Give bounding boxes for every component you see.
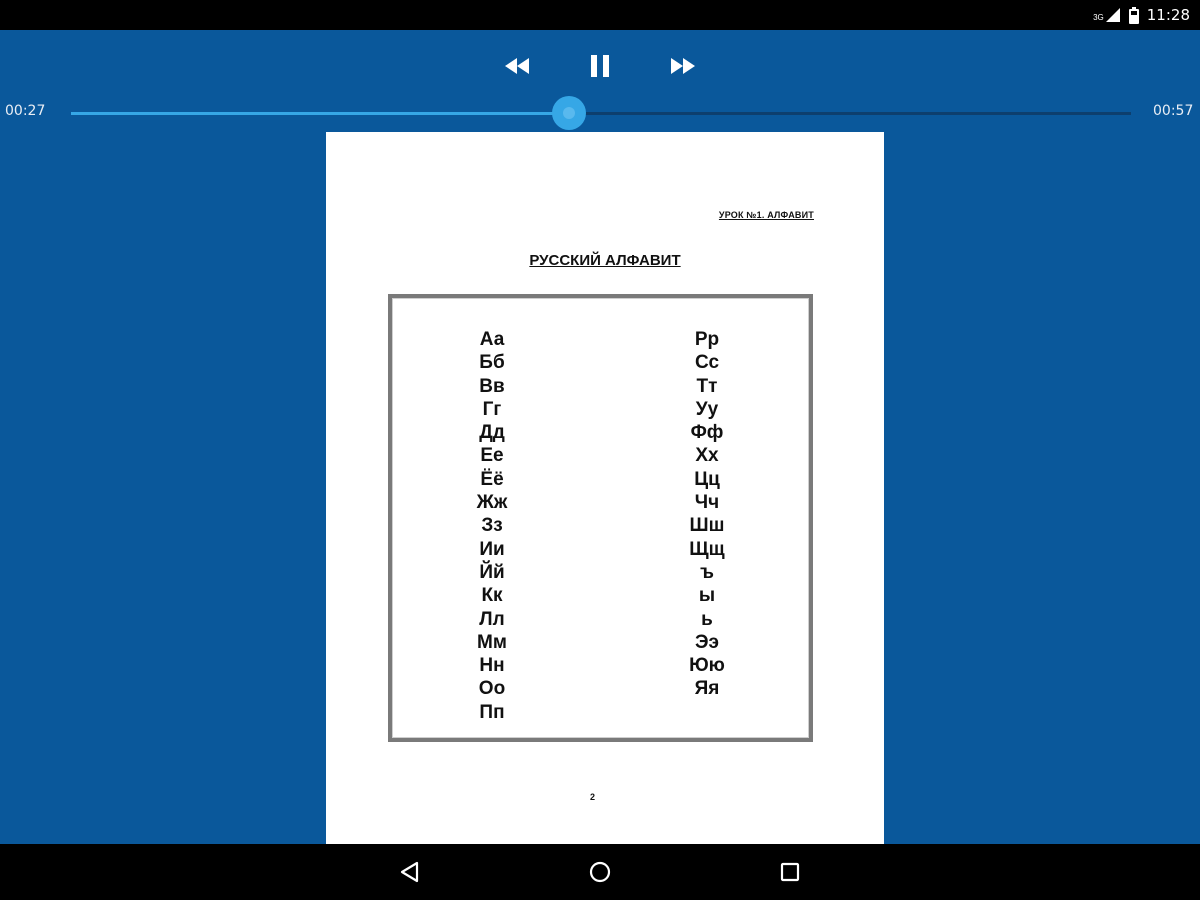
alphabet-letter: Ёё xyxy=(480,468,504,490)
rewind-button[interactable] xyxy=(495,48,539,84)
recents-button[interactable] xyxy=(770,852,810,892)
alphabet-letter: Бб xyxy=(479,352,505,374)
alphabet-letter: Юю xyxy=(689,655,725,677)
document-page xyxy=(326,132,884,844)
alphabet-left-column xyxy=(442,328,542,724)
alphabet-letter: Кк xyxy=(481,585,503,607)
alphabet-table xyxy=(388,294,813,742)
alphabet-letter: Зз xyxy=(481,515,503,537)
audio-player xyxy=(0,30,1200,134)
playback-controls xyxy=(0,48,1200,84)
alphabet-letter: Уу xyxy=(695,398,719,420)
alphabet-letter: Тт xyxy=(696,375,718,397)
back-button[interactable] xyxy=(390,852,430,892)
alphabet-letter: Дд xyxy=(479,422,505,444)
status-clock: 11:28 xyxy=(1146,6,1190,24)
alphabet-letter: Аа xyxy=(479,329,505,350)
alphabet-letter: Нн xyxy=(479,655,505,677)
alphabet-letter: Шш xyxy=(689,515,725,537)
alphabet-letter: Пп xyxy=(479,701,505,723)
document-title: РУССКИЙ АЛФАВИТ xyxy=(529,252,681,269)
total-duration: 00:57 xyxy=(1153,103,1194,119)
alphabet-letter: Ээ xyxy=(694,631,719,653)
home-icon xyxy=(588,860,612,884)
alphabet-letter: Цц xyxy=(694,468,720,490)
alphabet-letter: Щщ xyxy=(689,538,725,560)
alphabet-letter: Чч xyxy=(694,492,720,514)
alphabet-letter: Фф xyxy=(690,422,724,444)
fast-forward-icon xyxy=(669,57,697,75)
alphabet-letter: Вв xyxy=(479,375,505,397)
battery-icon xyxy=(1129,7,1139,24)
fast-forward-button[interactable] xyxy=(661,48,705,84)
alphabet-letter: Сс xyxy=(694,352,720,374)
network-type-label: 3G xyxy=(1093,13,1104,22)
alphabet-letter: Гг xyxy=(482,398,502,420)
alphabet-letter: Йй xyxy=(479,561,505,583)
rewind-icon xyxy=(503,57,531,75)
lesson-header: УРОК №1. АЛФАВИТ xyxy=(718,210,814,220)
seek-bar[interactable] xyxy=(71,112,1131,115)
alphabet-letter: Лл xyxy=(479,608,505,630)
pause-button[interactable] xyxy=(578,48,622,84)
page-number: 2 xyxy=(590,792,596,802)
alphabet-letter: Жж xyxy=(476,492,508,514)
alphabet-right-column xyxy=(657,328,757,701)
network-indicator xyxy=(1093,7,1121,23)
pause-icon xyxy=(589,54,611,78)
alphabet-letter: Мм xyxy=(477,631,507,653)
alphabet-letter: Яя xyxy=(694,678,720,700)
seek-bar-thumb[interactable] xyxy=(552,96,586,130)
alphabet-letter: ъ xyxy=(700,561,714,583)
recents-icon xyxy=(779,861,801,883)
seek-thumb-core xyxy=(563,107,575,119)
alphabet-letter: Оо xyxy=(478,678,506,700)
battery-indicator xyxy=(1129,7,1139,24)
navigation-bar xyxy=(0,844,1200,900)
alphabet-letter: Хх xyxy=(695,445,719,467)
alphabet-letter: Рр xyxy=(694,329,720,350)
alphabet-letter: ь xyxy=(701,608,713,630)
alphabet-letter: ы xyxy=(698,585,716,607)
alphabet-letter: Ее xyxy=(480,445,504,467)
signal-icon xyxy=(1105,7,1121,23)
back-icon xyxy=(399,861,421,883)
home-button[interactable] xyxy=(580,852,620,892)
seek-bar-progress xyxy=(71,112,569,115)
alphabet-letter: Ии xyxy=(479,538,505,560)
status-bar xyxy=(0,0,1200,30)
elapsed-time: 00:27 xyxy=(5,103,46,119)
